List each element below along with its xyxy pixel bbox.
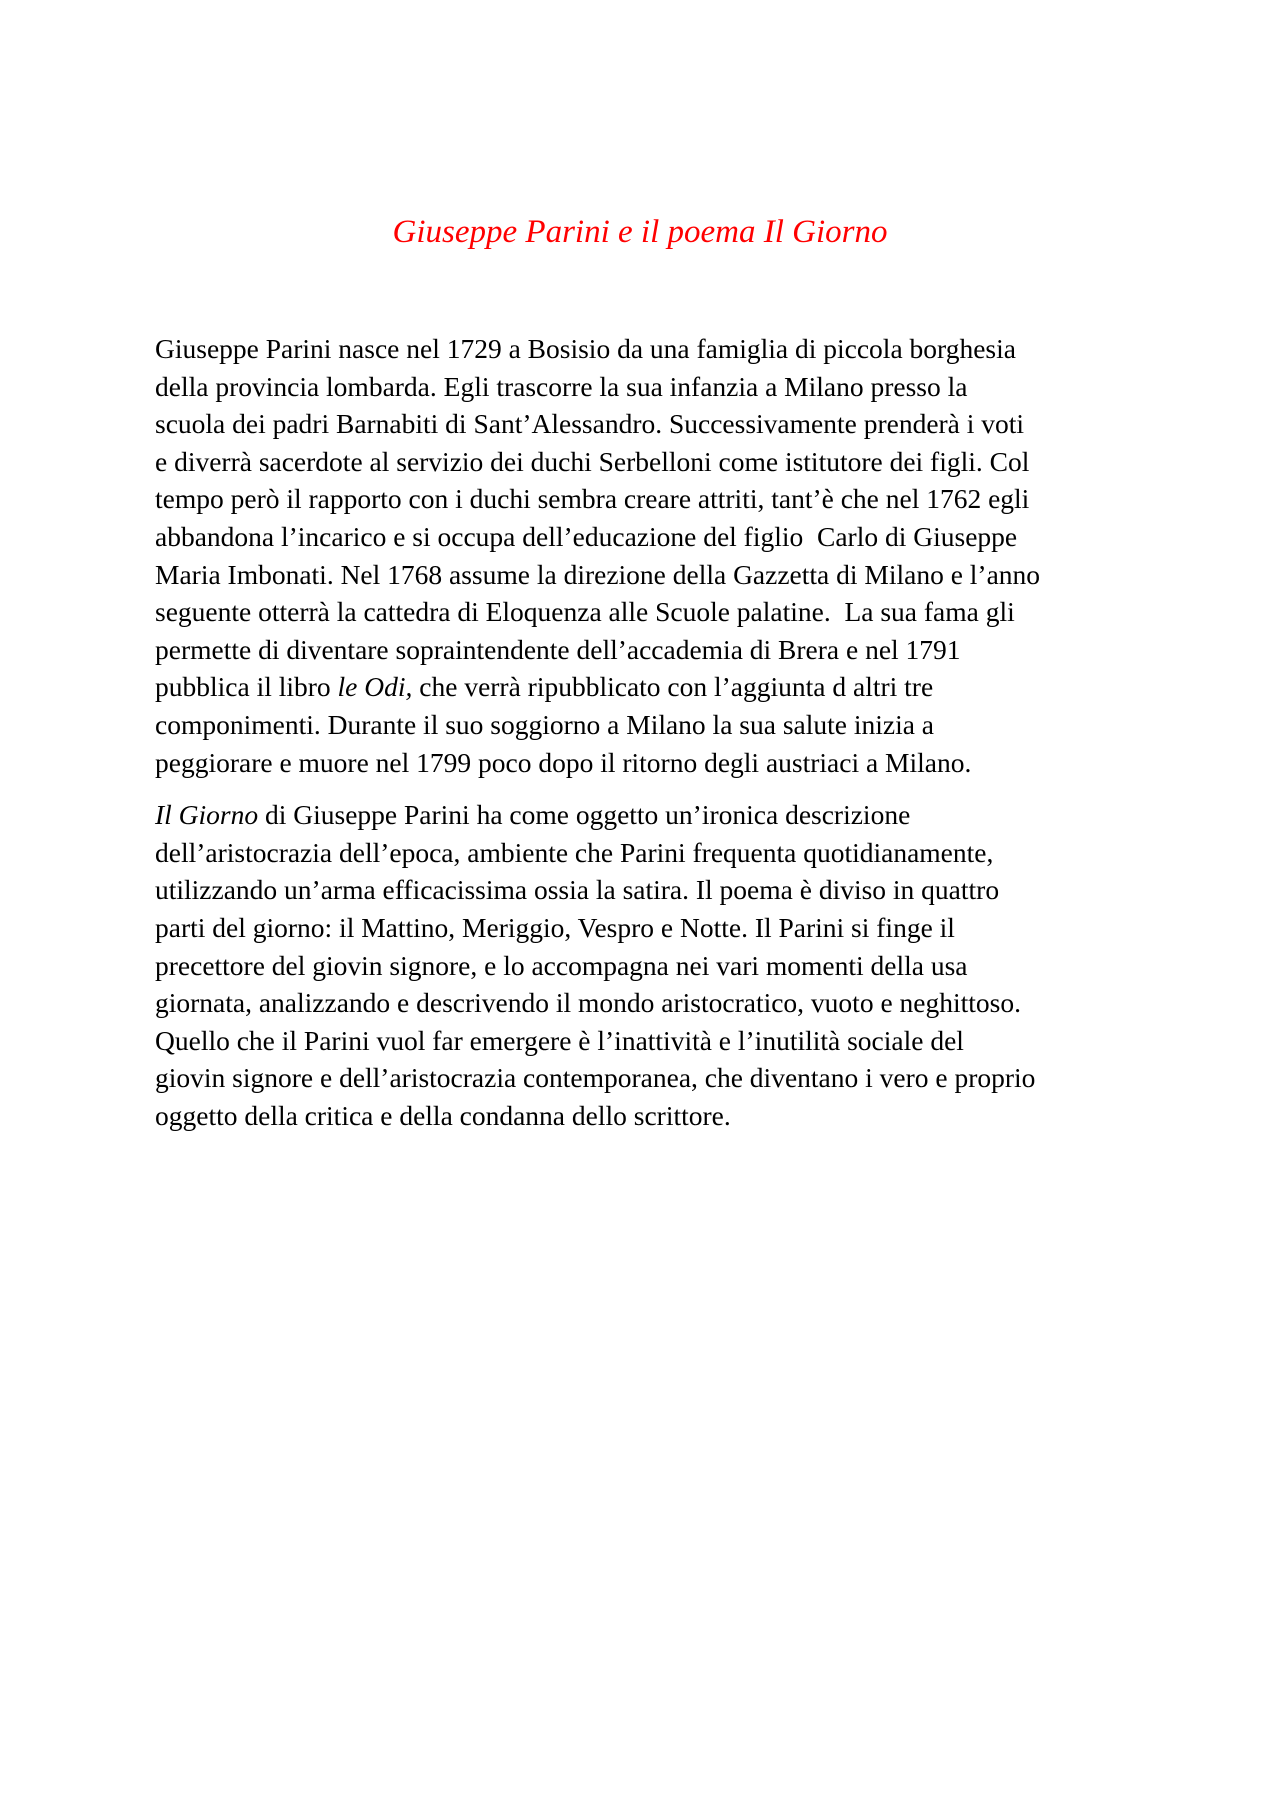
text-run: componimenti. Durante il suo soggiorno a Milano la sua salute inizia a xyxy=(155,708,934,740)
text-run: peggiorare e muore nel 1799 poco dopo il ritorno degli austriaci a Milano. xyxy=(155,746,972,778)
book-title-le-odi: le Odi, xyxy=(337,671,413,703)
text-line xyxy=(155,518,1145,556)
text-line xyxy=(155,1097,1145,1135)
document-body xyxy=(155,330,1145,1149)
text-line xyxy=(155,593,1145,631)
text-run: pubblica il libro xyxy=(155,671,338,703)
text-line xyxy=(155,796,1145,834)
text-line xyxy=(155,871,1145,909)
document-title: Giuseppe Parini e il poema Il Giorno xyxy=(392,214,888,250)
text-line xyxy=(155,668,1145,706)
text-run: giornata, analizzando e descrivendo il mondo aristocratico, vuoto e neghittoso. xyxy=(155,987,1021,1019)
text-line xyxy=(155,1022,1145,1060)
text-line xyxy=(155,744,1145,782)
text-run: giovin signore e dell’aristocrazia contemporanea, che diventano i vero e proprio xyxy=(155,1062,1036,1094)
text-line xyxy=(155,984,1145,1022)
text-run: Maria Imbonati. Nel 1768 assume la direzione della Gazzetta di Milano e l’anno xyxy=(155,558,1041,590)
text-run: oggetto della critica e della condanna dello scrittore. xyxy=(155,1099,731,1131)
text-line xyxy=(155,443,1145,481)
text-run: dell’aristocrazia dell’epoca, ambiente che Parini frequenta quotidianamente, xyxy=(155,836,994,868)
text-run: della provincia lombarda. Egli trascorre la sua infanzia a Milano presso la xyxy=(155,370,968,402)
text-line xyxy=(155,405,1145,443)
text-run: seguente otterrà la cattedra di Eloquenza alle Scuole palatine. La sua fama gli xyxy=(155,596,1015,628)
text-run: tempo però il rapporto con i duchi sembra creare attriti, tant’è che nel 1762 egli xyxy=(155,483,1030,515)
text-line xyxy=(155,368,1145,406)
text-run: Giuseppe Parini nasce nel 1729 a Bosisio da una famiglia di piccola borghesia xyxy=(155,333,1016,364)
text-line xyxy=(155,631,1145,669)
text-run: utilizzando un’arma efficacissima ossia la satira. Il poema è diviso in quattro xyxy=(155,874,1000,906)
text-run: precettore del giovin signore, e lo accompagna nei vari momenti della usa xyxy=(155,949,968,981)
text-run: e diverrà sacerdote al servizio dei duchi Serbelloni come istitutore dei figli. Col xyxy=(155,445,1030,477)
paragraph-1 xyxy=(155,330,1145,781)
text-run: scuola dei padri Barnabiti di Sant’Alessandro. Successivamente prenderà i voti xyxy=(155,408,1025,440)
text-run: abbandona l’incarico e si occupa dell’educazione del figlio Carlo di Giuseppe xyxy=(155,520,1018,552)
text-run: permette di diventare sopraintendente dell’accademia di Brera e nel 1791 xyxy=(155,633,961,665)
poem-title-il-giorno: Il Giorno xyxy=(155,799,259,831)
text-line xyxy=(155,330,1145,368)
paragraph-2 xyxy=(155,796,1145,1134)
text-line xyxy=(155,947,1145,985)
text-run: che verrà ripubblicato con l’aggiunta d altri tre xyxy=(412,671,934,703)
text-line xyxy=(155,556,1145,594)
text-line xyxy=(155,706,1145,744)
text-line xyxy=(155,480,1145,518)
text-run: di Giuseppe Parini ha come oggetto un’ironica descrizione xyxy=(258,799,911,831)
text-run: parti del giorno: il Mattino, Meriggio, Vespro e Notte. Il Parini si finge il xyxy=(155,911,955,943)
text-line xyxy=(155,1059,1145,1097)
text-run: Quello che il Parini vuol far emergere è l’inattività e l’inutilità sociale del xyxy=(155,1024,964,1056)
text-line xyxy=(155,909,1145,947)
text-line xyxy=(155,834,1145,872)
